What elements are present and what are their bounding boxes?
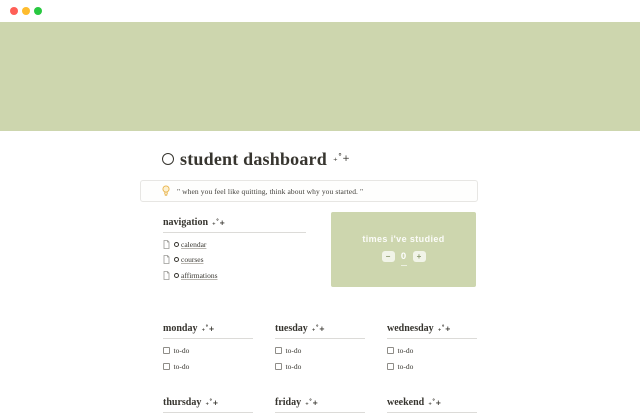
day-sparkle-decoration: ₊˚+ (428, 399, 442, 407)
lightbulb-icon (162, 185, 170, 197)
nav-link-courses[interactable] (163, 255, 306, 264)
day-sparkle-decoration: ₊˚+ (305, 399, 319, 407)
day-sparkle-decoration: ₊˚+ (437, 325, 451, 333)
counter-controls (382, 251, 426, 262)
quote-callout[interactable] (140, 180, 478, 202)
window-titlebar (0, 0, 640, 22)
todo-item (275, 362, 365, 371)
day-sparkle-decoration: ₊˚+ (311, 325, 325, 333)
todo-checkbox[interactable] (163, 347, 170, 354)
navigation-column (163, 212, 306, 287)
weekday-todo-grid (140, 318, 478, 413)
counter-underline (401, 265, 407, 266)
todo-checkbox[interactable] (275, 347, 282, 354)
page-title-row (140, 147, 478, 171)
todo-checkbox[interactable] (275, 363, 282, 370)
day-heading (163, 392, 253, 408)
page-icon (163, 255, 170, 264)
title-sparkle-decoration: ₊˚+ (332, 154, 350, 164)
day-heading (275, 318, 365, 334)
counter-value: 0 (400, 250, 407, 262)
nav-link-label[interactable]: calendar (181, 239, 207, 249)
study-counter-widget (331, 212, 476, 287)
day-heading (275, 392, 365, 408)
circle-page-emoji-icon (174, 273, 179, 278)
todo-checkbox[interactable] (163, 363, 170, 370)
todo-item (163, 362, 253, 371)
todo-label[interactable]: to-do (173, 346, 190, 355)
todo-item (387, 362, 477, 371)
quote-text: " when you feel like quitting, think about why you started. " (177, 186, 364, 196)
day-divider (163, 338, 253, 339)
day-heading-label: wednesday (387, 323, 434, 334)
page-icon (163, 271, 170, 280)
nav-link-calendar[interactable] (163, 240, 306, 249)
nav-link-label[interactable]: affirmations (181, 270, 218, 280)
nav-link-affirmations[interactable] (163, 271, 306, 280)
close-window-icon[interactable] (10, 7, 18, 15)
navigation-heading-label: navigation (163, 217, 209, 228)
day-divider (387, 338, 477, 339)
day-column-weekend (387, 392, 477, 413)
day-column-tuesday (275, 318, 365, 371)
day-column-friday (275, 392, 365, 413)
day-heading-label: weekend (387, 397, 425, 408)
day-heading-label: monday (163, 323, 198, 334)
todo-item (387, 346, 477, 355)
todo-label[interactable]: to-do (397, 362, 414, 371)
counter-title: times i've studied (362, 233, 445, 244)
day-column-thursday (163, 392, 253, 413)
counter-decrement-button[interactable]: − (382, 251, 395, 262)
day-column-monday (163, 318, 253, 371)
day-heading-label: thursday (163, 397, 202, 408)
maximize-window-icon[interactable] (34, 7, 42, 15)
page-content (140, 147, 478, 413)
navigation-divider (163, 232, 306, 233)
todo-label[interactable]: to-do (173, 362, 190, 371)
page-title: student dashboard (180, 148, 327, 169)
day-sparkle-decoration: ₊˚+ (201, 325, 215, 333)
day-heading (163, 318, 253, 334)
todo-item (163, 346, 253, 355)
navigation-sparkle-decoration: ₊˚+ (212, 219, 226, 227)
todo-item (275, 346, 365, 355)
navigation-heading (163, 212, 306, 228)
todo-label[interactable]: to-do (285, 346, 302, 355)
day-sparkle-decoration: ₊˚+ (205, 399, 219, 407)
day-heading-label: friday (275, 397, 302, 408)
circle-page-emoji-icon (174, 242, 179, 247)
day-divider (275, 338, 365, 339)
page-circle-icon (162, 153, 174, 165)
day-column-wednesday (387, 318, 477, 371)
minimize-window-icon[interactable] (22, 7, 30, 15)
counter-increment-button[interactable]: + (413, 251, 426, 262)
day-heading (387, 318, 477, 334)
nav-link-label[interactable]: courses (181, 255, 204, 264)
navigation-section (140, 212, 478, 287)
todo-label[interactable]: to-do (397, 346, 414, 355)
circle-page-emoji-icon (174, 257, 179, 262)
todo-checkbox[interactable] (387, 363, 394, 370)
todo-label[interactable]: to-do (285, 362, 302, 371)
page-cover-image[interactable] (0, 22, 640, 131)
page-icon (163, 240, 170, 249)
day-heading (387, 392, 477, 408)
day-heading-label: tuesday (275, 323, 308, 334)
todo-checkbox[interactable] (387, 347, 394, 354)
